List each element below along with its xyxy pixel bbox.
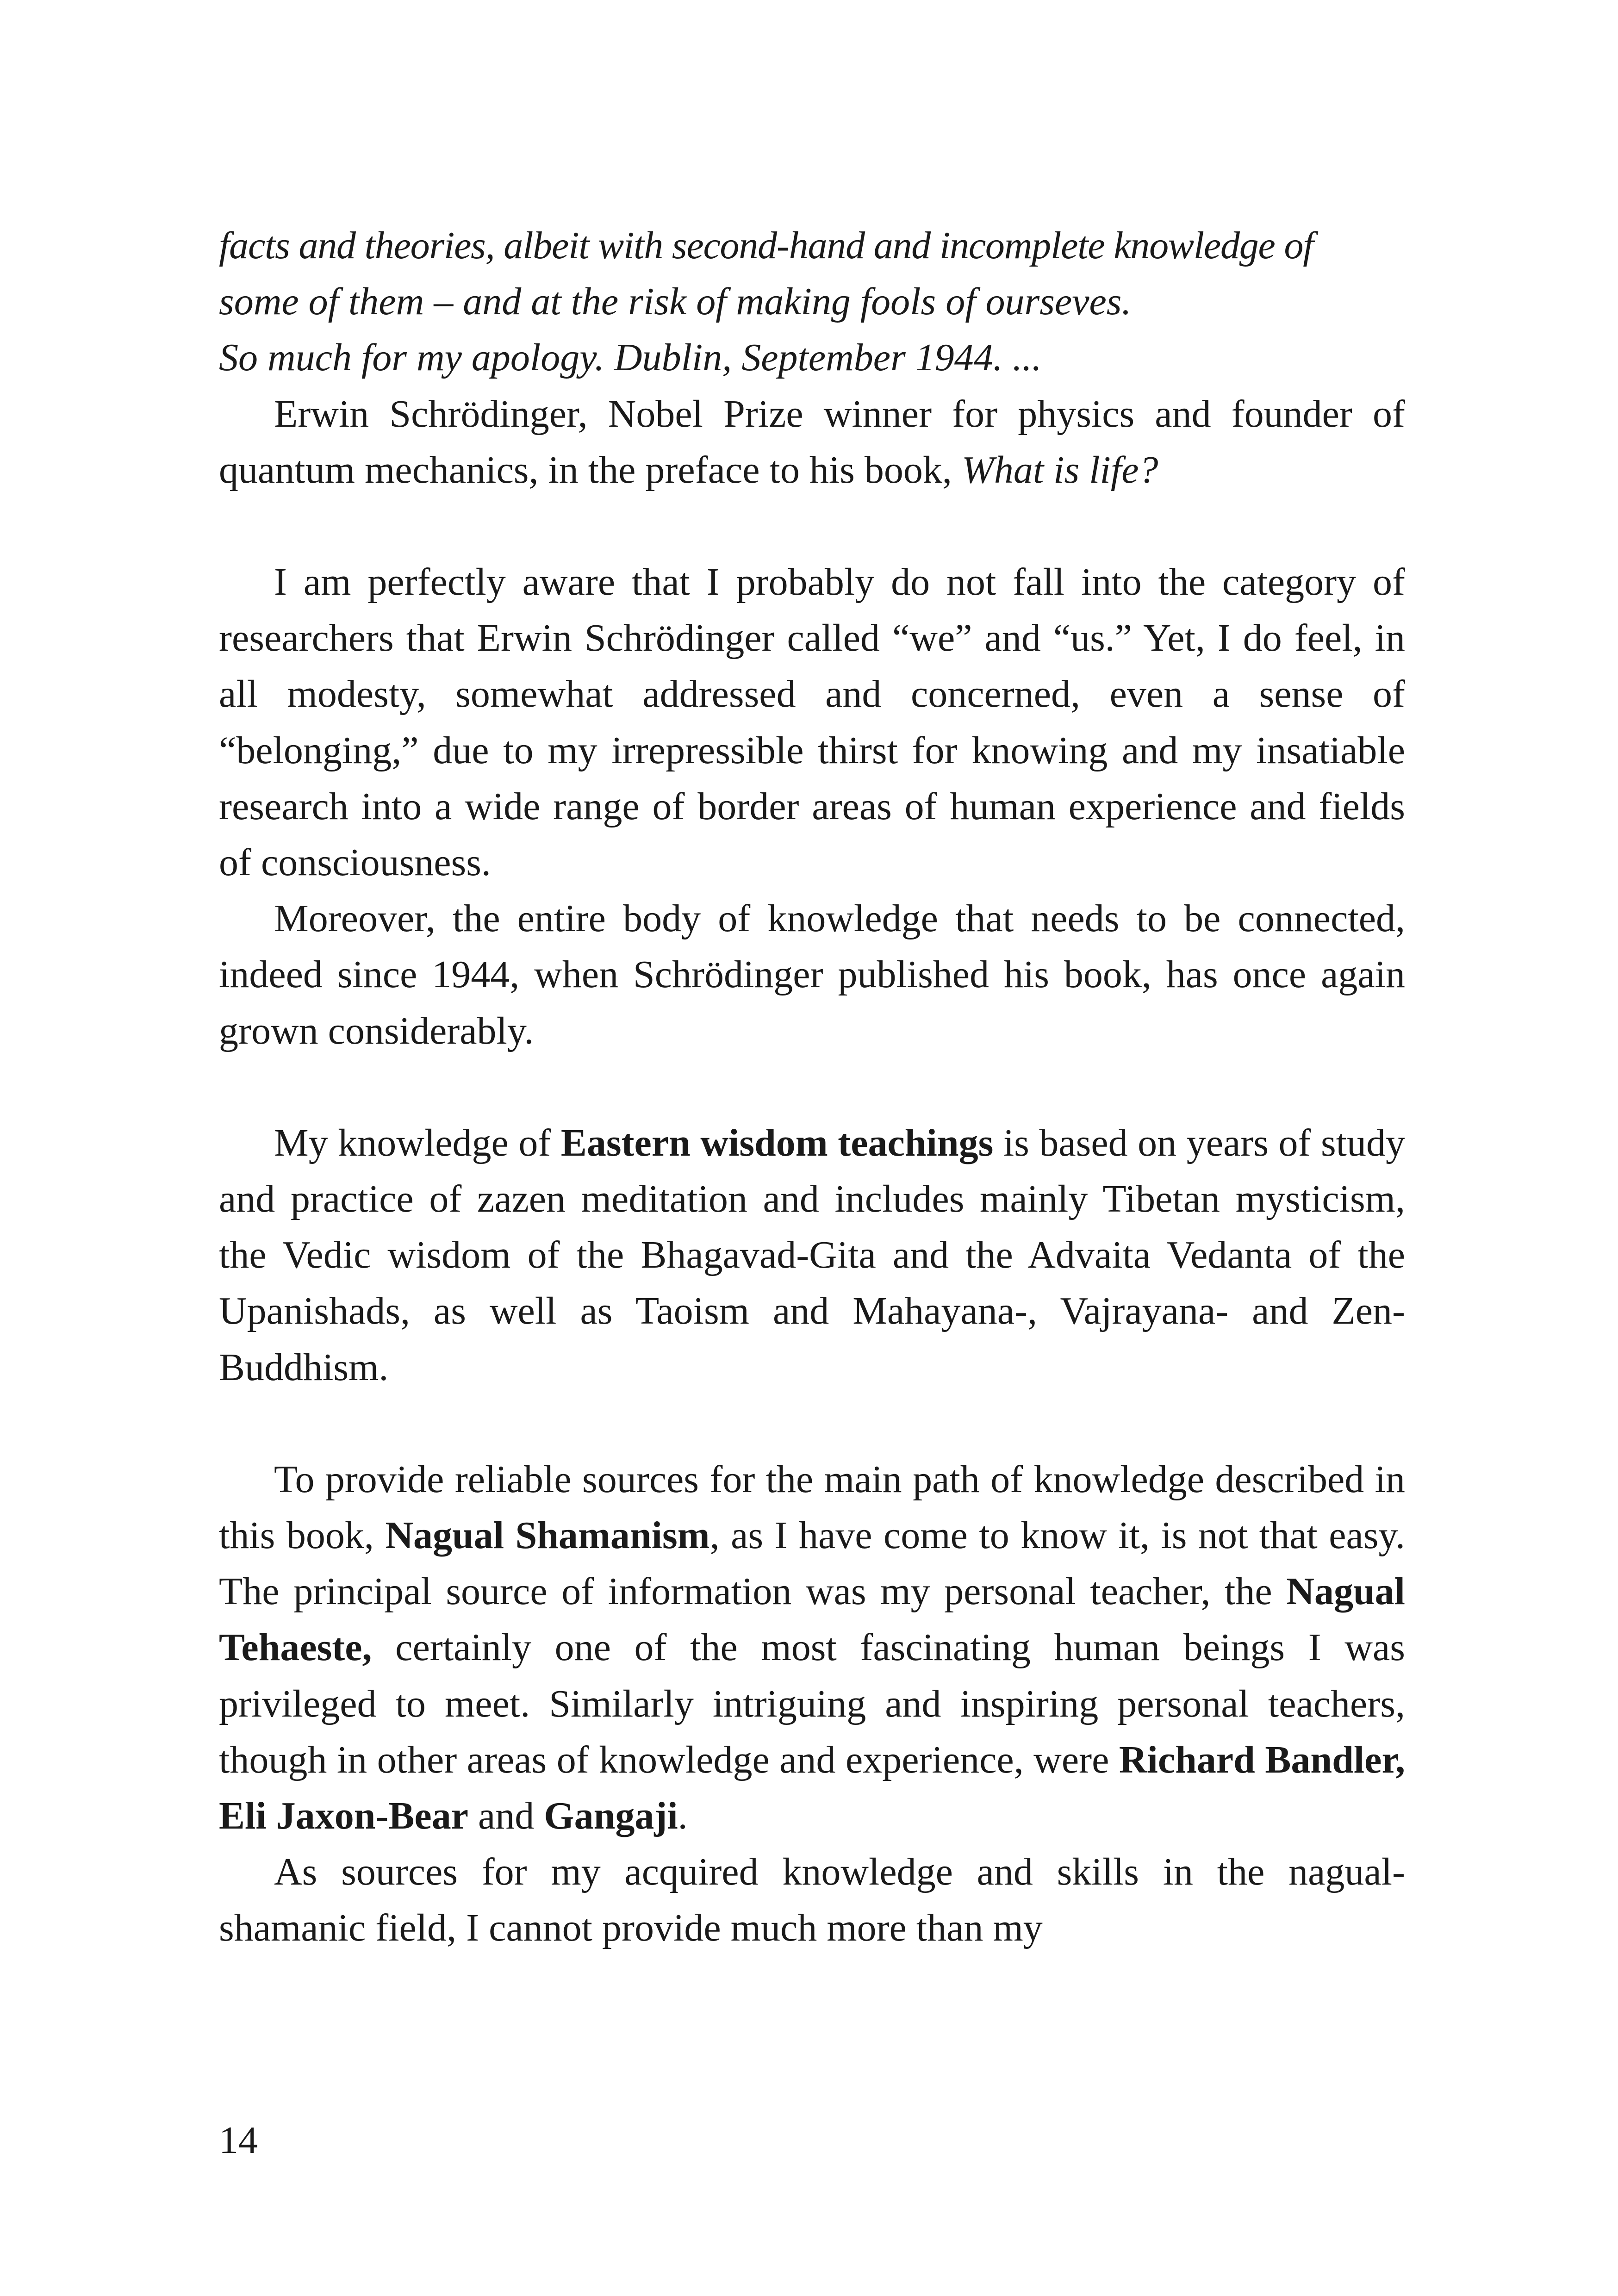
attribution-text: Erwin Schrödinger, Nobel Prize winner for physics and founder of quantum mechanics, in the preface to his book, [219,392,1405,492]
quote-line: facts and theories, albeit with second-hand and incomplete knowledge of [219,224,1313,267]
text-run: To provide reliable sources for the main path of knowledge described in this book, [219,1457,1405,1557]
quote-line: some of them – and at the risk of making fools of ourseves. [219,280,1132,324]
text-run: I am perfectly aware that I probably do not fall into the category of researchers that Erwin Schrödinger called “we” and “us.” Yet, I do feel, in all modesty, somewhat addressed and concerned, even a sense of “belonging,” due to my irrepressible thirst for knowing and my insatiable research into a wide range of border areas of human experience and fields of consciousness. [219,560,1405,884]
book-title: What is life? [961,448,1158,492]
text-run: Moreover, the entire body of knowledge that needs to be connected, indeed since 1944, when Schrödinger published his book, has once again grown considerably. [219,897,1405,1052]
text-run: is based on years of study and practice of zazen meditation and includes mainly Tibetan mysticism, the Vedic wisdom of the Bhagavad-Gita and the Advaita Vedanta of the Upanishads, as well as Taoism and Mahayana-, Vajrayana- and Zen-Buddhism. [219,1121,1406,1389]
text-run: My knowledge of [274,1121,561,1164]
text-run: . [678,1794,688,1838]
text-run: , as I have come to know it, is not that easy. The principal source of information was my personal teacher, the [219,1514,1405,1613]
quote-attribution [219,386,1405,498]
text-run: and [468,1794,544,1838]
bold-term: Gangaji [544,1794,678,1838]
paragraph-moreover [219,890,1405,1059]
paragraph-sources [219,1451,1405,1844]
bold-term: Richard Bandler, Eli Jaxon-Bear [219,1738,1406,1838]
bold-term: Nagual Tehaeste, [219,1570,1405,1669]
paragraph-awareness [219,554,1405,890]
page-number: 14 [219,2119,258,2162]
bold-term: Eastern wisdom teachings [560,1121,994,1164]
paragraph-eastern [219,1115,1405,1395]
text-run: certainly one of the most fascinating human beings I was privileged to meet. Similarly intriguing and inspiring personal teachers, though in other areas of knowledge and experience, were [219,1626,1405,1781]
bold-term: Nagual Shamanism [385,1514,710,1557]
quote-line: So much for my apology. Dublin, September 1944. ... [219,336,1042,380]
text-run: As sources for my acquired knowledge and skills in the nagual-shamanic field, I cannot provide much more than my [219,1850,1405,1950]
page-body [219,218,1405,1956]
paragraph-acquired [219,1844,1405,1956]
